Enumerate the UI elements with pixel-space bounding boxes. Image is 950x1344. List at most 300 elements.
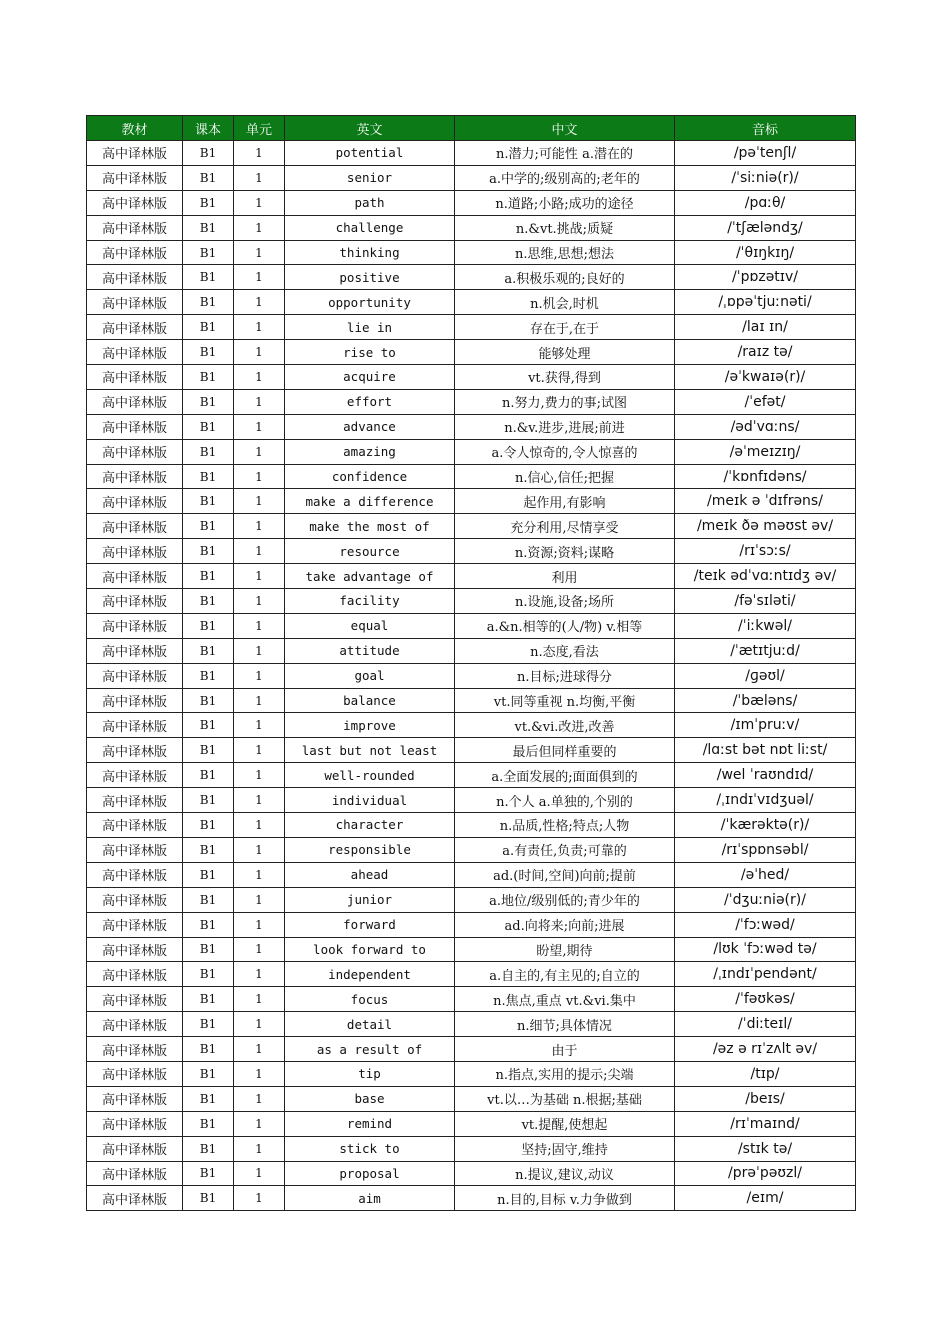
- unit-cell: 1: [234, 688, 285, 713]
- book-cell: B1: [183, 340, 234, 365]
- phonetic-cell: /ˈkɒnfɪdəns/: [675, 464, 856, 489]
- english-cell: positive: [285, 265, 455, 290]
- unit-cell: 1: [234, 215, 285, 240]
- english-cell: potential: [285, 141, 455, 166]
- chinese-cell: 由于: [455, 1037, 675, 1062]
- table-row: [87, 539, 856, 564]
- unit-cell: 1: [234, 290, 285, 315]
- unit-cell: 1: [234, 912, 285, 937]
- table-body: [87, 141, 856, 1211]
- unit-cell: 1: [234, 1086, 285, 1111]
- english-cell: confidence: [285, 464, 455, 489]
- book-cell: B1: [183, 489, 234, 514]
- book-cell: B1: [183, 688, 234, 713]
- phonetic-cell: /ˈθɪŋkɪŋ/: [675, 240, 856, 265]
- unit-cell: 1: [234, 862, 285, 887]
- book-cell: B1: [183, 365, 234, 390]
- unit-cell: 1: [234, 489, 285, 514]
- table-row: [87, 837, 856, 862]
- chinese-cell: vt.获得,得到: [455, 365, 675, 390]
- phonetic-cell: /ˈfəʊkəs/: [675, 987, 856, 1012]
- header-textbook: 教材: [87, 116, 183, 141]
- chinese-cell: a.中学的;级别高的;老年的: [455, 165, 675, 190]
- table-row: [87, 663, 856, 688]
- phonetic-cell: /ˈefət/: [675, 389, 856, 414]
- english-cell: ahead: [285, 862, 455, 887]
- textbook-cell: 高中译林版: [87, 738, 183, 763]
- english-cell: make a difference: [285, 489, 455, 514]
- chinese-cell: ad.(时间,空间)向前;提前: [455, 862, 675, 887]
- unit-cell: 1: [234, 1037, 285, 1062]
- unit-cell: 1: [234, 638, 285, 663]
- phonetic-cell: /ˈsiːniə(r)/: [675, 165, 856, 190]
- textbook-cell: 高中译林版: [87, 265, 183, 290]
- book-cell: B1: [183, 539, 234, 564]
- book-cell: B1: [183, 862, 234, 887]
- table-row: [87, 688, 856, 713]
- unit-cell: 1: [234, 589, 285, 614]
- book-cell: B1: [183, 315, 234, 340]
- chinese-cell: 盼望,期待: [455, 937, 675, 962]
- textbook-cell: 高中译林版: [87, 141, 183, 166]
- phonetic-cell: /raɪz tə/: [675, 340, 856, 365]
- table-row: [87, 962, 856, 987]
- table-row: [87, 589, 856, 614]
- book-cell: B1: [183, 1037, 234, 1062]
- textbook-cell: 高中译林版: [87, 514, 183, 539]
- textbook-cell: 高中译林版: [87, 489, 183, 514]
- english-cell: advance: [285, 414, 455, 439]
- english-cell: equal: [285, 613, 455, 638]
- phonetic-cell: /prəˈpəʊzl/: [675, 1161, 856, 1186]
- chinese-cell: n.态度,看法: [455, 638, 675, 663]
- english-cell: individual: [285, 788, 455, 813]
- english-cell: focus: [285, 987, 455, 1012]
- chinese-cell: n.目的,目标 v.力争做到: [455, 1186, 675, 1211]
- textbook-cell: 高中译林版: [87, 439, 183, 464]
- english-cell: acquire: [285, 365, 455, 390]
- textbook-cell: 高中译林版: [87, 589, 183, 614]
- english-cell: tip: [285, 1061, 455, 1086]
- unit-cell: 1: [234, 738, 285, 763]
- textbook-cell: 高中译林版: [87, 215, 183, 240]
- phonetic-cell: /rɪˈmaɪnd/: [675, 1111, 856, 1136]
- phonetic-cell: /wel ˈraʊndɪd/: [675, 763, 856, 788]
- table-row: [87, 738, 856, 763]
- chinese-cell: n.信心,信任;把握: [455, 464, 675, 489]
- table-row: [87, 788, 856, 813]
- textbook-cell: 高中译林版: [87, 813, 183, 838]
- phonetic-cell: /ˈiːkwəl/: [675, 613, 856, 638]
- chinese-cell: a.地位/级别低的;青少年的: [455, 887, 675, 912]
- textbook-cell: 高中译林版: [87, 539, 183, 564]
- textbook-cell: 高中译林版: [87, 688, 183, 713]
- english-cell: lie in: [285, 315, 455, 340]
- textbook-cell: 高中译林版: [87, 788, 183, 813]
- table-row: [87, 987, 856, 1012]
- table-row: [87, 265, 856, 290]
- chinese-cell: n.细节;具体情况: [455, 1012, 675, 1037]
- book-cell: B1: [183, 464, 234, 489]
- phonetic-cell: /əˈmeɪzɪŋ/: [675, 439, 856, 464]
- chinese-cell: vt.同等重视 n.均衡,平衡: [455, 688, 675, 713]
- chinese-cell: 最后但同样重要的: [455, 738, 675, 763]
- book-cell: B1: [183, 638, 234, 663]
- textbook-cell: 高中译林版: [87, 240, 183, 265]
- unit-cell: 1: [234, 240, 285, 265]
- english-cell: balance: [285, 688, 455, 713]
- english-cell: resource: [285, 539, 455, 564]
- textbook-cell: 高中译林版: [87, 887, 183, 912]
- english-cell: last but not least: [285, 738, 455, 763]
- phonetic-cell: /tɪp/: [675, 1061, 856, 1086]
- english-cell: stick to: [285, 1136, 455, 1161]
- textbook-cell: 高中译林版: [87, 937, 183, 962]
- table-row: [87, 1012, 856, 1037]
- book-cell: B1: [183, 1061, 234, 1086]
- chinese-cell: 存在于,在于: [455, 315, 675, 340]
- english-cell: junior: [285, 887, 455, 912]
- phonetic-cell: /ˈpɒzətɪv/: [675, 265, 856, 290]
- book-cell: B1: [183, 1111, 234, 1136]
- unit-cell: 1: [234, 763, 285, 788]
- table-row: [87, 464, 856, 489]
- textbook-cell: 高中译林版: [87, 713, 183, 738]
- textbook-cell: 高中译林版: [87, 389, 183, 414]
- textbook-cell: 高中译林版: [87, 613, 183, 638]
- chinese-cell: vt.以…为基础 n.根据;基础: [455, 1086, 675, 1111]
- english-cell: base: [285, 1086, 455, 1111]
- phonetic-cell: /laɪ ɪn/: [675, 315, 856, 340]
- unit-cell: 1: [234, 190, 285, 215]
- book-cell: B1: [183, 290, 234, 315]
- table-row: [87, 713, 856, 738]
- english-cell: path: [285, 190, 455, 215]
- textbook-cell: 高中译林版: [87, 1161, 183, 1186]
- book-cell: B1: [183, 414, 234, 439]
- chinese-cell: n.潜力;可能性 a.潜在的: [455, 141, 675, 166]
- book-cell: B1: [183, 564, 234, 589]
- chinese-cell: a.&n.相等的(人/物) v.相等: [455, 613, 675, 638]
- chinese-cell: a.令人惊奇的,令人惊喜的: [455, 439, 675, 464]
- header-phonetic: 音标: [675, 116, 856, 141]
- book-cell: B1: [183, 165, 234, 190]
- table-row: [87, 414, 856, 439]
- unit-cell: 1: [234, 937, 285, 962]
- book-cell: B1: [183, 514, 234, 539]
- textbook-cell: 高中译林版: [87, 165, 183, 190]
- unit-cell: 1: [234, 464, 285, 489]
- english-cell: facility: [285, 589, 455, 614]
- english-cell: senior: [285, 165, 455, 190]
- book-cell: B1: [183, 813, 234, 838]
- chinese-cell: n.资源;资料;谋略: [455, 539, 675, 564]
- unit-cell: 1: [234, 414, 285, 439]
- textbook-cell: 高中译林版: [87, 464, 183, 489]
- book-cell: B1: [183, 663, 234, 688]
- table-row: [87, 340, 856, 365]
- header-book: 课本: [183, 116, 234, 141]
- table-row: [87, 1186, 856, 1211]
- english-cell: challenge: [285, 215, 455, 240]
- phonetic-cell: /ˌɪndɪˈvɪdʒuəl/: [675, 788, 856, 813]
- phonetic-cell: /əˈkwaɪə(r)/: [675, 365, 856, 390]
- chinese-cell: n.&vt.挑战;质疑: [455, 215, 675, 240]
- table-row: [87, 240, 856, 265]
- english-cell: take advantage of: [285, 564, 455, 589]
- english-cell: effort: [285, 389, 455, 414]
- unit-cell: 1: [234, 813, 285, 838]
- unit-cell: 1: [234, 315, 285, 340]
- phonetic-cell: /meɪk ðə məʊst əv/: [675, 514, 856, 539]
- phonetic-cell: /pəˈtenʃl/: [675, 141, 856, 166]
- chinese-cell: n.指点,实用的提示;尖端: [455, 1061, 675, 1086]
- chinese-cell: n.&v.进步,进展;前进: [455, 414, 675, 439]
- english-cell: well-rounded: [285, 763, 455, 788]
- book-cell: B1: [183, 589, 234, 614]
- header-english: 英文: [285, 116, 455, 141]
- book-cell: B1: [183, 987, 234, 1012]
- english-cell: goal: [285, 663, 455, 688]
- unit-cell: 1: [234, 613, 285, 638]
- phonetic-cell: /lʊk ˈfɔːwəd tə/: [675, 937, 856, 962]
- chinese-cell: n.提议,建议,动议: [455, 1161, 675, 1186]
- table-row: [87, 862, 856, 887]
- unit-cell: 1: [234, 265, 285, 290]
- chinese-cell: 起作用,有影响: [455, 489, 675, 514]
- unit-cell: 1: [234, 663, 285, 688]
- table-row: [87, 613, 856, 638]
- chinese-cell: n.机会,时机: [455, 290, 675, 315]
- chinese-cell: 充分利用,尽情享受: [455, 514, 675, 539]
- book-cell: B1: [183, 713, 234, 738]
- chinese-cell: a.积极乐观的;良好的: [455, 265, 675, 290]
- textbook-cell: 高中译林版: [87, 1136, 183, 1161]
- english-cell: improve: [285, 713, 455, 738]
- table-row: [87, 813, 856, 838]
- phonetic-cell: /əz ə rɪˈzʌlt əv/: [675, 1037, 856, 1062]
- english-cell: responsible: [285, 837, 455, 862]
- phonetic-cell: /ˈætɪtjuːd/: [675, 638, 856, 663]
- textbook-cell: 高中译林版: [87, 837, 183, 862]
- phonetic-cell: /ɪmˈpruːv/: [675, 713, 856, 738]
- book-cell: B1: [183, 962, 234, 987]
- textbook-cell: 高中译林版: [87, 638, 183, 663]
- vocabulary-table: [86, 115, 856, 1211]
- phonetic-cell: /ˌɪndɪˈpendənt/: [675, 962, 856, 987]
- book-cell: B1: [183, 265, 234, 290]
- book-cell: B1: [183, 788, 234, 813]
- book-cell: B1: [183, 389, 234, 414]
- unit-cell: 1: [234, 539, 285, 564]
- unit-cell: 1: [234, 165, 285, 190]
- unit-cell: 1: [234, 962, 285, 987]
- chinese-cell: a.自主的,有主见的;自立的: [455, 962, 675, 987]
- phonetic-cell: /ˈdiːteɪl/: [675, 1012, 856, 1037]
- phonetic-cell: /teɪk ədˈvɑːntɪdʒ əv/: [675, 564, 856, 589]
- english-cell: forward: [285, 912, 455, 937]
- table-row: [87, 141, 856, 166]
- phonetic-cell: /stɪk tə/: [675, 1136, 856, 1161]
- unit-cell: 1: [234, 788, 285, 813]
- book-cell: B1: [183, 837, 234, 862]
- textbook-cell: 高中译林版: [87, 365, 183, 390]
- textbook-cell: 高中译林版: [87, 1012, 183, 1037]
- table-row: [87, 315, 856, 340]
- textbook-cell: 高中译林版: [87, 912, 183, 937]
- phonetic-cell: /fəˈsɪləti/: [675, 589, 856, 614]
- table-row: [87, 763, 856, 788]
- table-row: [87, 290, 856, 315]
- chinese-cell: n.思维,思想;想法: [455, 240, 675, 265]
- english-cell: attitude: [285, 638, 455, 663]
- english-cell: thinking: [285, 240, 455, 265]
- phonetic-cell: /əˈhed/: [675, 862, 856, 887]
- book-cell: B1: [183, 1136, 234, 1161]
- phonetic-cell: /ɡəʊl/: [675, 663, 856, 688]
- unit-cell: 1: [234, 439, 285, 464]
- phonetic-cell: /ˈfɔːwəd/: [675, 912, 856, 937]
- english-cell: rise to: [285, 340, 455, 365]
- table-row: [87, 514, 856, 539]
- unit-cell: 1: [234, 365, 285, 390]
- phonetic-cell: /eɪm/: [675, 1186, 856, 1211]
- chinese-cell: a.全面发展的;面面俱到的: [455, 763, 675, 788]
- book-cell: B1: [183, 937, 234, 962]
- phonetic-cell: /ˈbæləns/: [675, 688, 856, 713]
- chinese-cell: n.道路;小路;成功的途径: [455, 190, 675, 215]
- textbook-cell: 高中译林版: [87, 663, 183, 688]
- chinese-cell: vt.&vi.改进,改善: [455, 713, 675, 738]
- table-row: [87, 439, 856, 464]
- unit-cell: 1: [234, 837, 285, 862]
- table-row: [87, 1086, 856, 1111]
- unit-cell: 1: [234, 1111, 285, 1136]
- table-row: [87, 638, 856, 663]
- book-cell: B1: [183, 141, 234, 166]
- unit-cell: 1: [234, 564, 285, 589]
- chinese-cell: n.个人 a.单独的,个别的: [455, 788, 675, 813]
- table-row: [87, 215, 856, 240]
- english-cell: opportunity: [285, 290, 455, 315]
- unit-cell: 1: [234, 340, 285, 365]
- phonetic-cell: /ˈtʃæləndʒ/: [675, 215, 856, 240]
- unit-cell: 1: [234, 389, 285, 414]
- table-row: [87, 564, 856, 589]
- unit-cell: 1: [234, 141, 285, 166]
- textbook-cell: 高中译林版: [87, 190, 183, 215]
- english-cell: proposal: [285, 1161, 455, 1186]
- unit-cell: 1: [234, 987, 285, 1012]
- chinese-cell: ad.向将来;向前;进展: [455, 912, 675, 937]
- english-cell: amazing: [285, 439, 455, 464]
- english-cell: aim: [285, 1186, 455, 1211]
- unit-cell: 1: [234, 1061, 285, 1086]
- unit-cell: 1: [234, 713, 285, 738]
- textbook-cell: 高中译林版: [87, 414, 183, 439]
- table-row: [87, 1037, 856, 1062]
- book-cell: B1: [183, 1012, 234, 1037]
- textbook-cell: 高中译林版: [87, 1061, 183, 1086]
- textbook-cell: 高中译林版: [87, 1111, 183, 1136]
- table-row: [87, 1061, 856, 1086]
- unit-cell: 1: [234, 514, 285, 539]
- table-row: [87, 1161, 856, 1186]
- textbook-cell: 高中译林版: [87, 290, 183, 315]
- table-row: [87, 489, 856, 514]
- book-cell: B1: [183, 215, 234, 240]
- book-cell: B1: [183, 1161, 234, 1186]
- english-cell: look forward to: [285, 937, 455, 962]
- english-cell: make the most of: [285, 514, 455, 539]
- table-row: [87, 1136, 856, 1161]
- english-cell: detail: [285, 1012, 455, 1037]
- phonetic-cell: /beɪs/: [675, 1086, 856, 1111]
- chinese-cell: 能够处理: [455, 340, 675, 365]
- chinese-cell: n.努力,费力的事;试图: [455, 389, 675, 414]
- phonetic-cell: /pɑːθ/: [675, 190, 856, 215]
- textbook-cell: 高中译林版: [87, 962, 183, 987]
- phonetic-cell: /meɪk ə ˈdɪfrəns/: [675, 489, 856, 514]
- table-row: [87, 937, 856, 962]
- chinese-cell: n.设施,设备;场所: [455, 589, 675, 614]
- chinese-cell: n.品质,性格;特点;人物: [455, 813, 675, 838]
- book-cell: B1: [183, 912, 234, 937]
- english-cell: remind: [285, 1111, 455, 1136]
- chinese-cell: n.目标;进球得分: [455, 663, 675, 688]
- header-chinese: 中文: [455, 116, 675, 141]
- table-row: [87, 912, 856, 937]
- textbook-cell: 高中译林版: [87, 1186, 183, 1211]
- table-row: [87, 165, 856, 190]
- unit-cell: 1: [234, 1012, 285, 1037]
- table-row: [87, 389, 856, 414]
- book-cell: B1: [183, 190, 234, 215]
- textbook-cell: 高中译林版: [87, 340, 183, 365]
- textbook-cell: 高中译林版: [87, 862, 183, 887]
- textbook-cell: 高中译林版: [87, 315, 183, 340]
- phonetic-cell: /rɪˈspɒnsəbl/: [675, 837, 856, 862]
- unit-cell: 1: [234, 1136, 285, 1161]
- phonetic-cell: /lɑːst bət nɒt liːst/: [675, 738, 856, 763]
- table-row: [87, 1111, 856, 1136]
- header-row: [87, 116, 856, 141]
- book-cell: B1: [183, 763, 234, 788]
- phonetic-cell: /ədˈvɑːns/: [675, 414, 856, 439]
- english-cell: independent: [285, 962, 455, 987]
- book-cell: B1: [183, 240, 234, 265]
- book-cell: B1: [183, 887, 234, 912]
- table-row: [87, 365, 856, 390]
- chinese-cell: n.焦点,重点 vt.&vi.集中: [455, 987, 675, 1012]
- chinese-cell: vt.提醒,使想起: [455, 1111, 675, 1136]
- english-cell: as a result of: [285, 1037, 455, 1062]
- phonetic-cell: /ˈkærəktə(r)/: [675, 813, 856, 838]
- textbook-cell: 高中译林版: [87, 1037, 183, 1062]
- book-cell: B1: [183, 439, 234, 464]
- book-cell: B1: [183, 1086, 234, 1111]
- header-unit: 单元: [234, 116, 285, 141]
- unit-cell: 1: [234, 1186, 285, 1211]
- textbook-cell: 高中译林版: [87, 763, 183, 788]
- book-cell: B1: [183, 738, 234, 763]
- book-cell: B1: [183, 613, 234, 638]
- phonetic-cell: /ˌɒpəˈtjuːnəti/: [675, 290, 856, 315]
- unit-cell: 1: [234, 1161, 285, 1186]
- chinese-cell: a.有责任,负责;可靠的: [455, 837, 675, 862]
- phonetic-cell: /ˈdʒuːniə(r)/: [675, 887, 856, 912]
- table-row: [87, 190, 856, 215]
